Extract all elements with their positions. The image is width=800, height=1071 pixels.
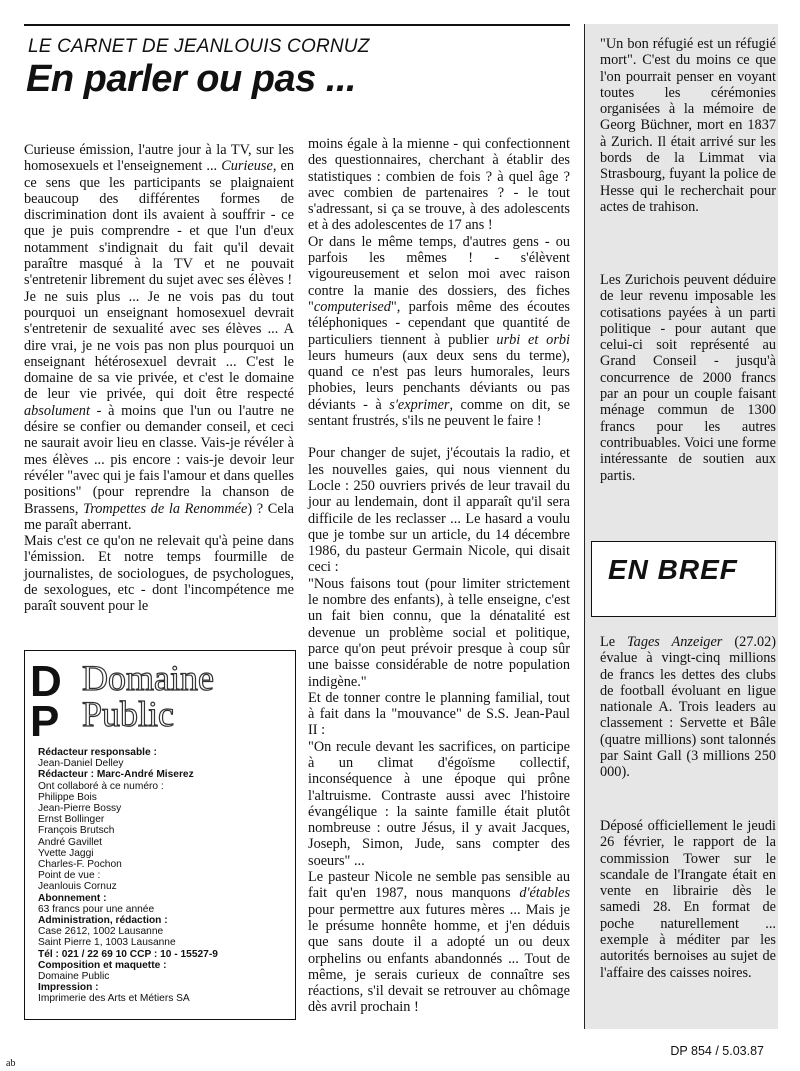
masthead-line: Jean-Pierre Bossy [38, 803, 122, 815]
masthead-line: Rédacteur : Marc-André Miserez [38, 769, 194, 781]
sidebar-item: "Un bon réfugié est un réfugié mort". C'est du moins ce que l'on pourrait penser en voyant toutes les cérémonies organisées à la mémoire de Georg Büchner, mort en 1837 à Zurich. Il était arrivé sur les bords de la Limmat via Strasbourg, fuyant la police de Hesse qui le recherchait pour actes de trahison. [600, 36, 776, 215]
paragraph: Mais c'est ce qu'on ne relevait qu'à peine dans l'émission. Et notre temps fourmille de journalistes, de sociologues, de psychologues, de sexologues, etc - dont l'incompétence me paraît souvent pour le [24, 533, 294, 615]
paragraph: "On recule devant les sacrifices, on participe à un climat d'égoïsme collectif, inconséquence à une époque qui prône l'altruisme. Contraste aussi avec l'histoire évangélique : la sainte famille était plutôt nombreuse : outre Jésus, il y avait Jacques, Joseph, Simon, Jude, sans compter des soeurs" ... [308, 738, 570, 869]
masthead-line: Case 2612, 1002 Lausanne [38, 926, 164, 938]
article-column-2 [308, 136, 570, 1016]
masthead-line: Philippe Bois [38, 791, 97, 803]
masthead-line: Charles-F. Pochon [38, 859, 122, 871]
masthead-line: Composition et maquette : [38, 959, 167, 971]
paragraph: Pour changer de sujet, j'écoutais la radio, et les nouvelles gaies, qui nous viennent du Locle : 250 ouvriers privés de leur travail du jour au lendemain, dont il apparaît qu'il sera difficile de les reclasser ... Le hasard a voulu que je tombe sur un article, du 14 décembre 1986, du pasteur Germain Nicole, qui disait ceci : [308, 445, 570, 576]
masthead-line: Saint Pierre 1, 1003 Lausanne [38, 937, 176, 949]
brief-item: Le Tages Anzeiger (27.02) évalue à vingt-cinq millions de francs les dettes des clubs de football évoluant en ligue nationale A. Trois leaders au classement : Servette et Bâle (quatre millions) sont talonnés par Saint Gall (3 millions 250 000). [600, 634, 777, 781]
masthead-line: Jean-Daniel Delley [38, 758, 124, 770]
top-rule [24, 24, 570, 26]
masthead-line: Yvette Jaggi [38, 847, 94, 859]
paragraph: Le pasteur Nicole ne semble pas sensible au fait qu'en 1987, nous manquons d'étables pour permettre aux futures mères ... Mais je le présume honnête homme, et j'en déduis que sans doute il a adopté un ou deux orphelins ou enfants abandonnés ... Tout de même, je serais curieux de connaître ses réactions, s'il devait se retrouver au chômage dès avril prochain ! [308, 869, 571, 1016]
issue-number: DP 854 / 5.03.87 [670, 1044, 764, 1058]
masthead-line: Administration, rédaction : [38, 915, 168, 927]
corner-mark: ab [6, 1058, 16, 1069]
masthead-line: Ernst Bollinger [38, 814, 105, 826]
masthead-line: Imprimerie des Arts et Métiers SA [38, 993, 190, 1005]
article-column-1 [24, 142, 294, 615]
masthead-line: 63 francs pour une année [38, 903, 155, 915]
paragraph: moins égale à la mienne - qui confectionnent des questionnaires, cherchant à établir des statistiques : combien de fois ? à quel âge ? avec combien de partenaires ? - le tout s'adressant, si ça se trouve, à des adolescents et à des adolescentes de 17 ans ! [308, 136, 570, 234]
sidebar-item: Les Zurichois peuvent déduire de leur revenu imposable les cotisations payées à un parti politique - pour autant que celui-ci soit représenté au Grand Conseil - jusqu'à concurrence de 2000 francs par an pour un couple faisant ménage commun de 1300 francs pour les autres contribuables. Voici une forme intéressante de soutien aux partis. [600, 272, 776, 484]
paragraph: Or dans le même temps, d'autres gens - ou parfois les mêmes ! - s'élèvent vigoureusement et selon moi avec raison contre la manie des dossiers, des fiches "computerised", parfois même des écoutes téléphoniques - cependant que quantité de particuliers tiennent à publier urbi et orbi leurs humeurs (aux deux sens du terme), quand ce n'est pas leurs humorales, leurs phobies, leurs penchants déviants ou pas déviants - à s'exprimer, comme on dit, se sentant frustrés, s'ils ne peuvent le faire ! [308, 233, 571, 430]
masthead-line: Abonnement : [38, 892, 107, 904]
column-rule [584, 24, 585, 1029]
masthead-credits [38, 747, 288, 1005]
series-title: LE CARNET DE JEANLOUIS CORNUZ [28, 36, 370, 57]
paragraph: "Nous faisons tout (pour limiter strictement le nombre des enfants), à telle enseigne, c'est un fait bien connu, que la dénatalité est devenue un problème social et politique, parce qu'on peut prévoir presque à coup sûr une baisse considérable de notre population indigène." [308, 575, 570, 690]
masthead-line: Impression : [38, 982, 99, 994]
masthead-line: Rédacteur responsable : [38, 747, 157, 758]
publication-name: Domaine Public [82, 658, 214, 734]
masthead-line: Point de vue : [38, 870, 101, 882]
masthead-line: André Gavillet [38, 836, 102, 848]
masthead-line: François Brutsch [38, 825, 115, 837]
masthead-line: Ont collaboré à ce numéro : [38, 780, 164, 792]
masthead-line: Jeanlouis Cornuz [38, 881, 117, 893]
paragraph: Je ne suis plus ... Je ne vois pas du tout pourquoi un enseignant homosexuel devrait s'entretenir de sexualité avec ses élèves ... A dire vrai, je ne vois pas non plus pourquoi un enseignant hétérosexuel devrait ... C'est le domaine de sa vie privée, et c'est le domaine de leur vie privée, qui doit être respecté absolument - à moins que l'un ou l'autre ne désire se confier ou demander conseil, et ceci ne saurait avoir lieu en classe. Vais-je révéler à mes élèves ... pis encore : vais-je devoir leur révéler "avec qui je fais l'amour et dans quelles positions" (pour reprendre la chanson de Brassens, Trompettes de la Renommée) ? Cela me paraît aberrant. [24, 288, 294, 533]
dp-logo: D P [30, 657, 62, 746]
en-bref-title: EN BREF [608, 554, 738, 585]
brief-item: Déposé officiellement le jeudi 26 février, le rapport de la commission Tower sur le scandale de l'Irangate était en vente en librairie dès le samedi 28. En format de poche naturellement ... exemple à méditer par les autorités bernoises au sujet de l'affaire des caisses noires. [600, 818, 776, 981]
article-headline: En parler ou pas ... [26, 58, 356, 100]
masthead-line: Domaine Public [38, 971, 110, 983]
paragraph: Curieuse émission, l'autre jour à la TV, sur les homosexuels et l'enseignement ... Curieuse, en ce sens que les participants se plaignaient beaucoup des différentes formes de discrimination dont ils avaient à souffrir - ce que je puis comprendre - et que l'un d'eux notamment s'indignait du fait qu'il devait paraître masqué à la TV et ne pouvait s'entretenir librement du sujet avec ses élèves ! [24, 142, 294, 289]
paragraph: Et de tonner contre le planning familial, tout à fait dans la "mouvance" de S.S. Jean-Paul II : [308, 689, 570, 739]
masthead-line: Tél : 021 / 22 69 10 CCP : 10 - 15527-9 [38, 948, 218, 960]
